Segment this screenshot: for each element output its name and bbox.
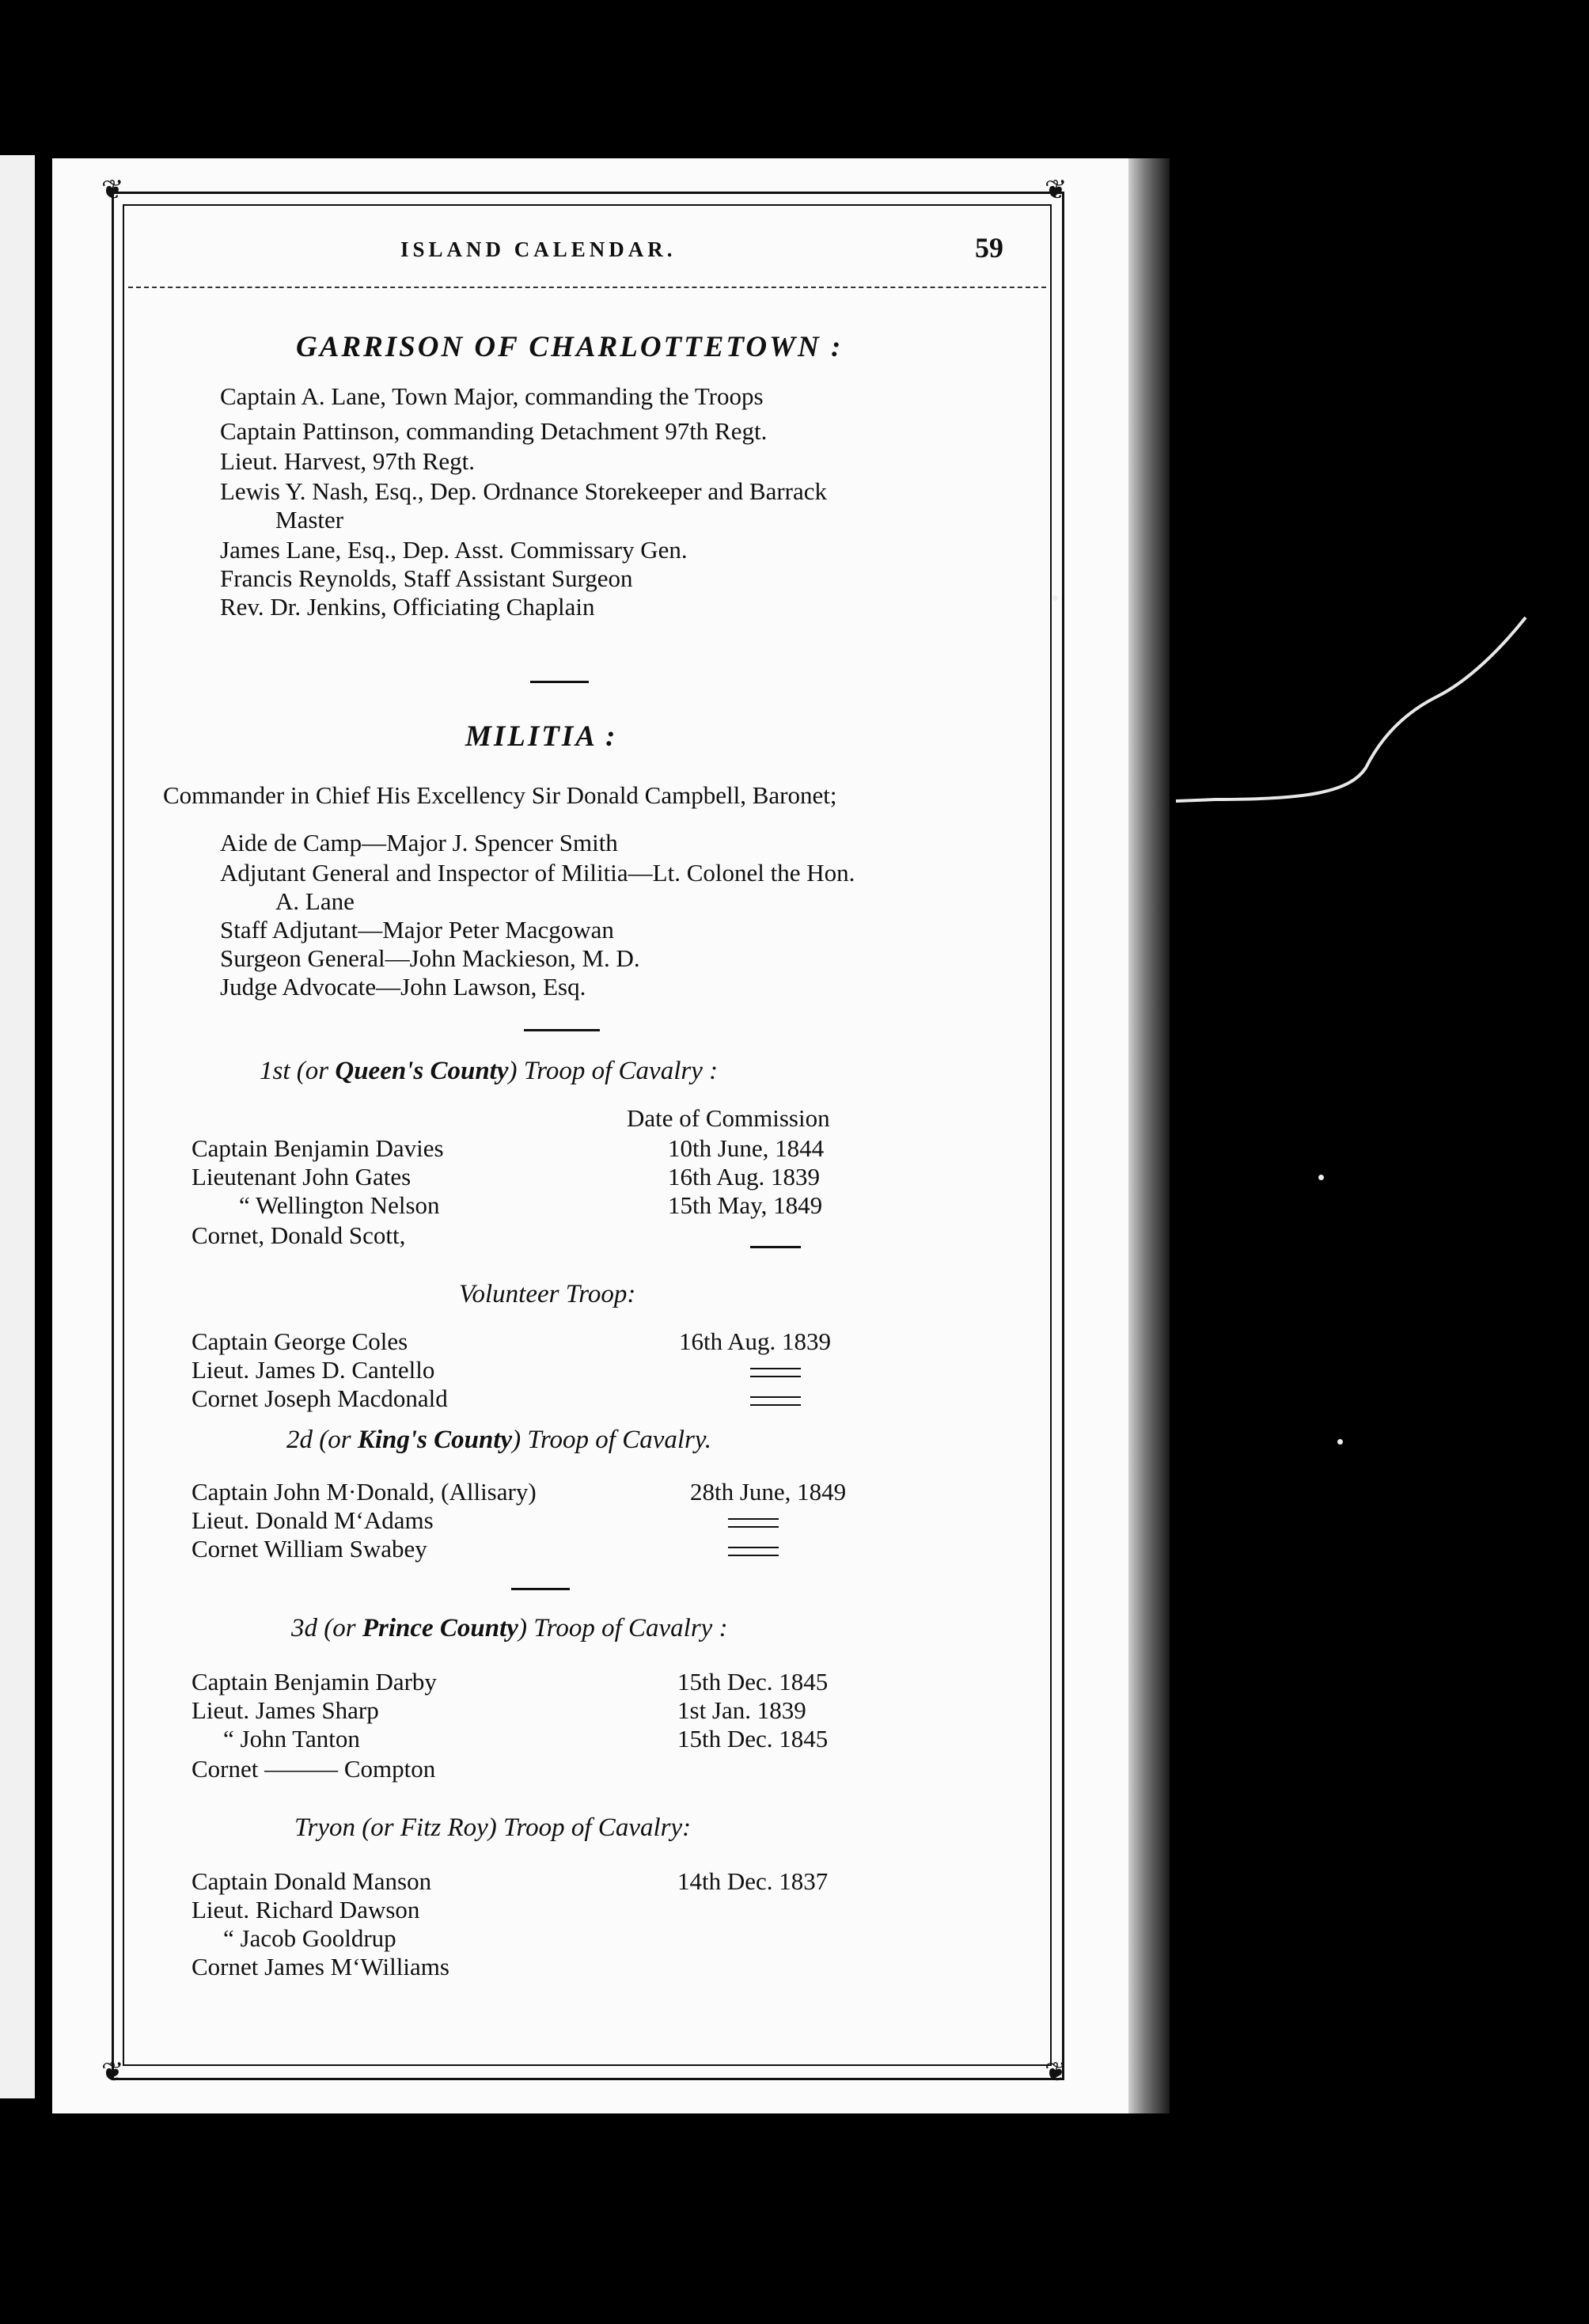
officer-name: Lieutenant John Gates [192,1163,411,1190]
officer-name: Lieut. Donald M‘Adams [192,1506,434,1534]
section-rule [524,1029,600,1031]
calendar-page [52,158,1128,2113]
page-shadow [1128,158,1170,2113]
officer-name: “ John Tanton [223,1725,360,1752]
speck-mark [1318,1175,1324,1180]
speck-mark [1337,1439,1343,1445]
militia-staff-line: Aide de Camp—Major J. Spencer Smith [220,829,618,856]
page-number: 59 [975,232,1003,264]
ornament-icon: ❦ [1045,2058,1068,2087]
officer-name: Cornet, Donald Scott, [192,1221,406,1249]
troop-heading: 3d (or Prince County) Troop of Cavalry : [291,1614,728,1642]
commission-date: 10th June, 1844 [668,1134,825,1162]
militia-staff-line: Staff Adjutant—Major Peter Macgowan [220,916,614,944]
troop-heading: 1st (or Queen's County) Troop of Cavalry : [260,1057,719,1085]
ornament-icon: ❦ [101,176,124,205]
militia-staff-line: Judge Advocate—John Lawson, Esq. [220,973,586,1001]
section-rule [530,681,589,683]
officer-name: Captain George Coles [192,1327,408,1355]
ornament-icon: ❦ [1045,176,1068,205]
garrison-line: Lewis Y. Nash, Esq., Dep. Ordnance Storekeeper and Barrack [220,477,827,505]
militia-staff-line: Surgeon General—John Mackieson, M. D. [220,944,640,972]
speck-mark [1052,595,1058,601]
troop-heading: Tryon (or Fitz Roy) Troop of Cavalry: [294,1813,692,1842]
officer-name: Cornet James M‘Williams [192,1953,449,1980]
officer-name: “ Wellington Nelson [239,1191,440,1219]
garrison-line: Francis Reynolds, Staff Assistant Surgeon [220,564,633,592]
militia-heading: MILITIA : [465,720,618,753]
blank-date-rule [750,1246,801,1248]
date-of-commission-header: Date of Commission [627,1104,830,1132]
commission-date: 15th Dec. 1845 [677,1725,829,1752]
officer-name: Captain John M·Donald, (Allisary) [192,1478,537,1506]
officer-name: “ Jacob Gooldrup [223,1924,396,1952]
militia-commander: Commander in Chief His Excellency Sir Donald Campbell, Baronet; [163,781,837,809]
blank-date-rule [728,1518,779,1528]
officer-name: Captain Benjamin Darby [192,1668,437,1696]
officer-name: Cornet William Swabey [192,1535,427,1563]
troop-heading: 2d (or King's County) Troop of Cavalry. [286,1426,711,1454]
running-head: ISLAND CALENDAR. [400,237,677,261]
officer-name: Cornet Joseph Macdonald [192,1384,448,1412]
header-rule [128,287,1046,288]
scratch-mark [1168,602,1540,807]
garrison-line: James Lane, Esq., Dep. Asst. Commissary Gen. [220,536,688,564]
blank-date-rule [750,1368,801,1377]
garrison-line: Captain A. Lane, Town Major, commanding the Troops [220,382,764,410]
officer-name: Lieut. James D. Cantello [192,1356,435,1384]
officer-name: Cornet ——— Compton [192,1755,436,1783]
commission-date: 16th Aug. 1839 [668,1163,821,1190]
garrison-line: Rev. Dr. Jenkins, Officiating Chaplain [220,593,595,621]
blank-date-rule [728,1547,779,1556]
garrison-line: Master [275,506,344,534]
troop-heading: Volunteer Troop: [459,1280,636,1308]
commission-date: 1st Jan. 1839 [677,1696,806,1724]
garrison-line: Captain Pattinson, commanding Detachment 97th Regt. [220,417,768,445]
militia-staff-line: A. Lane [275,887,355,915]
commission-date: 15th May, 1849 [668,1191,823,1219]
garrison-line: Lieut. Harvest, 97th Regt. [220,447,475,475]
commission-date: 28th June, 1849 [690,1478,847,1506]
commission-date: 15th Dec. 1845 [677,1668,829,1696]
ornament-icon: ❦ [101,2058,124,2087]
officer-name: Captain Donald Manson [192,1867,432,1895]
officer-name: Lieut. Richard Dawson [192,1896,420,1923]
militia-staff-line: Adjutant General and Inspector of Militia—Lt. Colonel the Hon. [220,859,855,887]
garrison-heading: GARRISON OF CHARLOTTETOWN : [296,331,844,363]
commission-date: 14th Dec. 1837 [677,1867,829,1895]
blank-date-rule [750,1396,801,1406]
officer-name: Captain Benjamin Davies [192,1134,444,1162]
commission-date: 16th Aug. 1839 [679,1327,832,1355]
officer-name: Lieut. James Sharp [192,1696,379,1724]
facing-page-edge [0,155,35,2098]
section-rule [511,1588,570,1590]
